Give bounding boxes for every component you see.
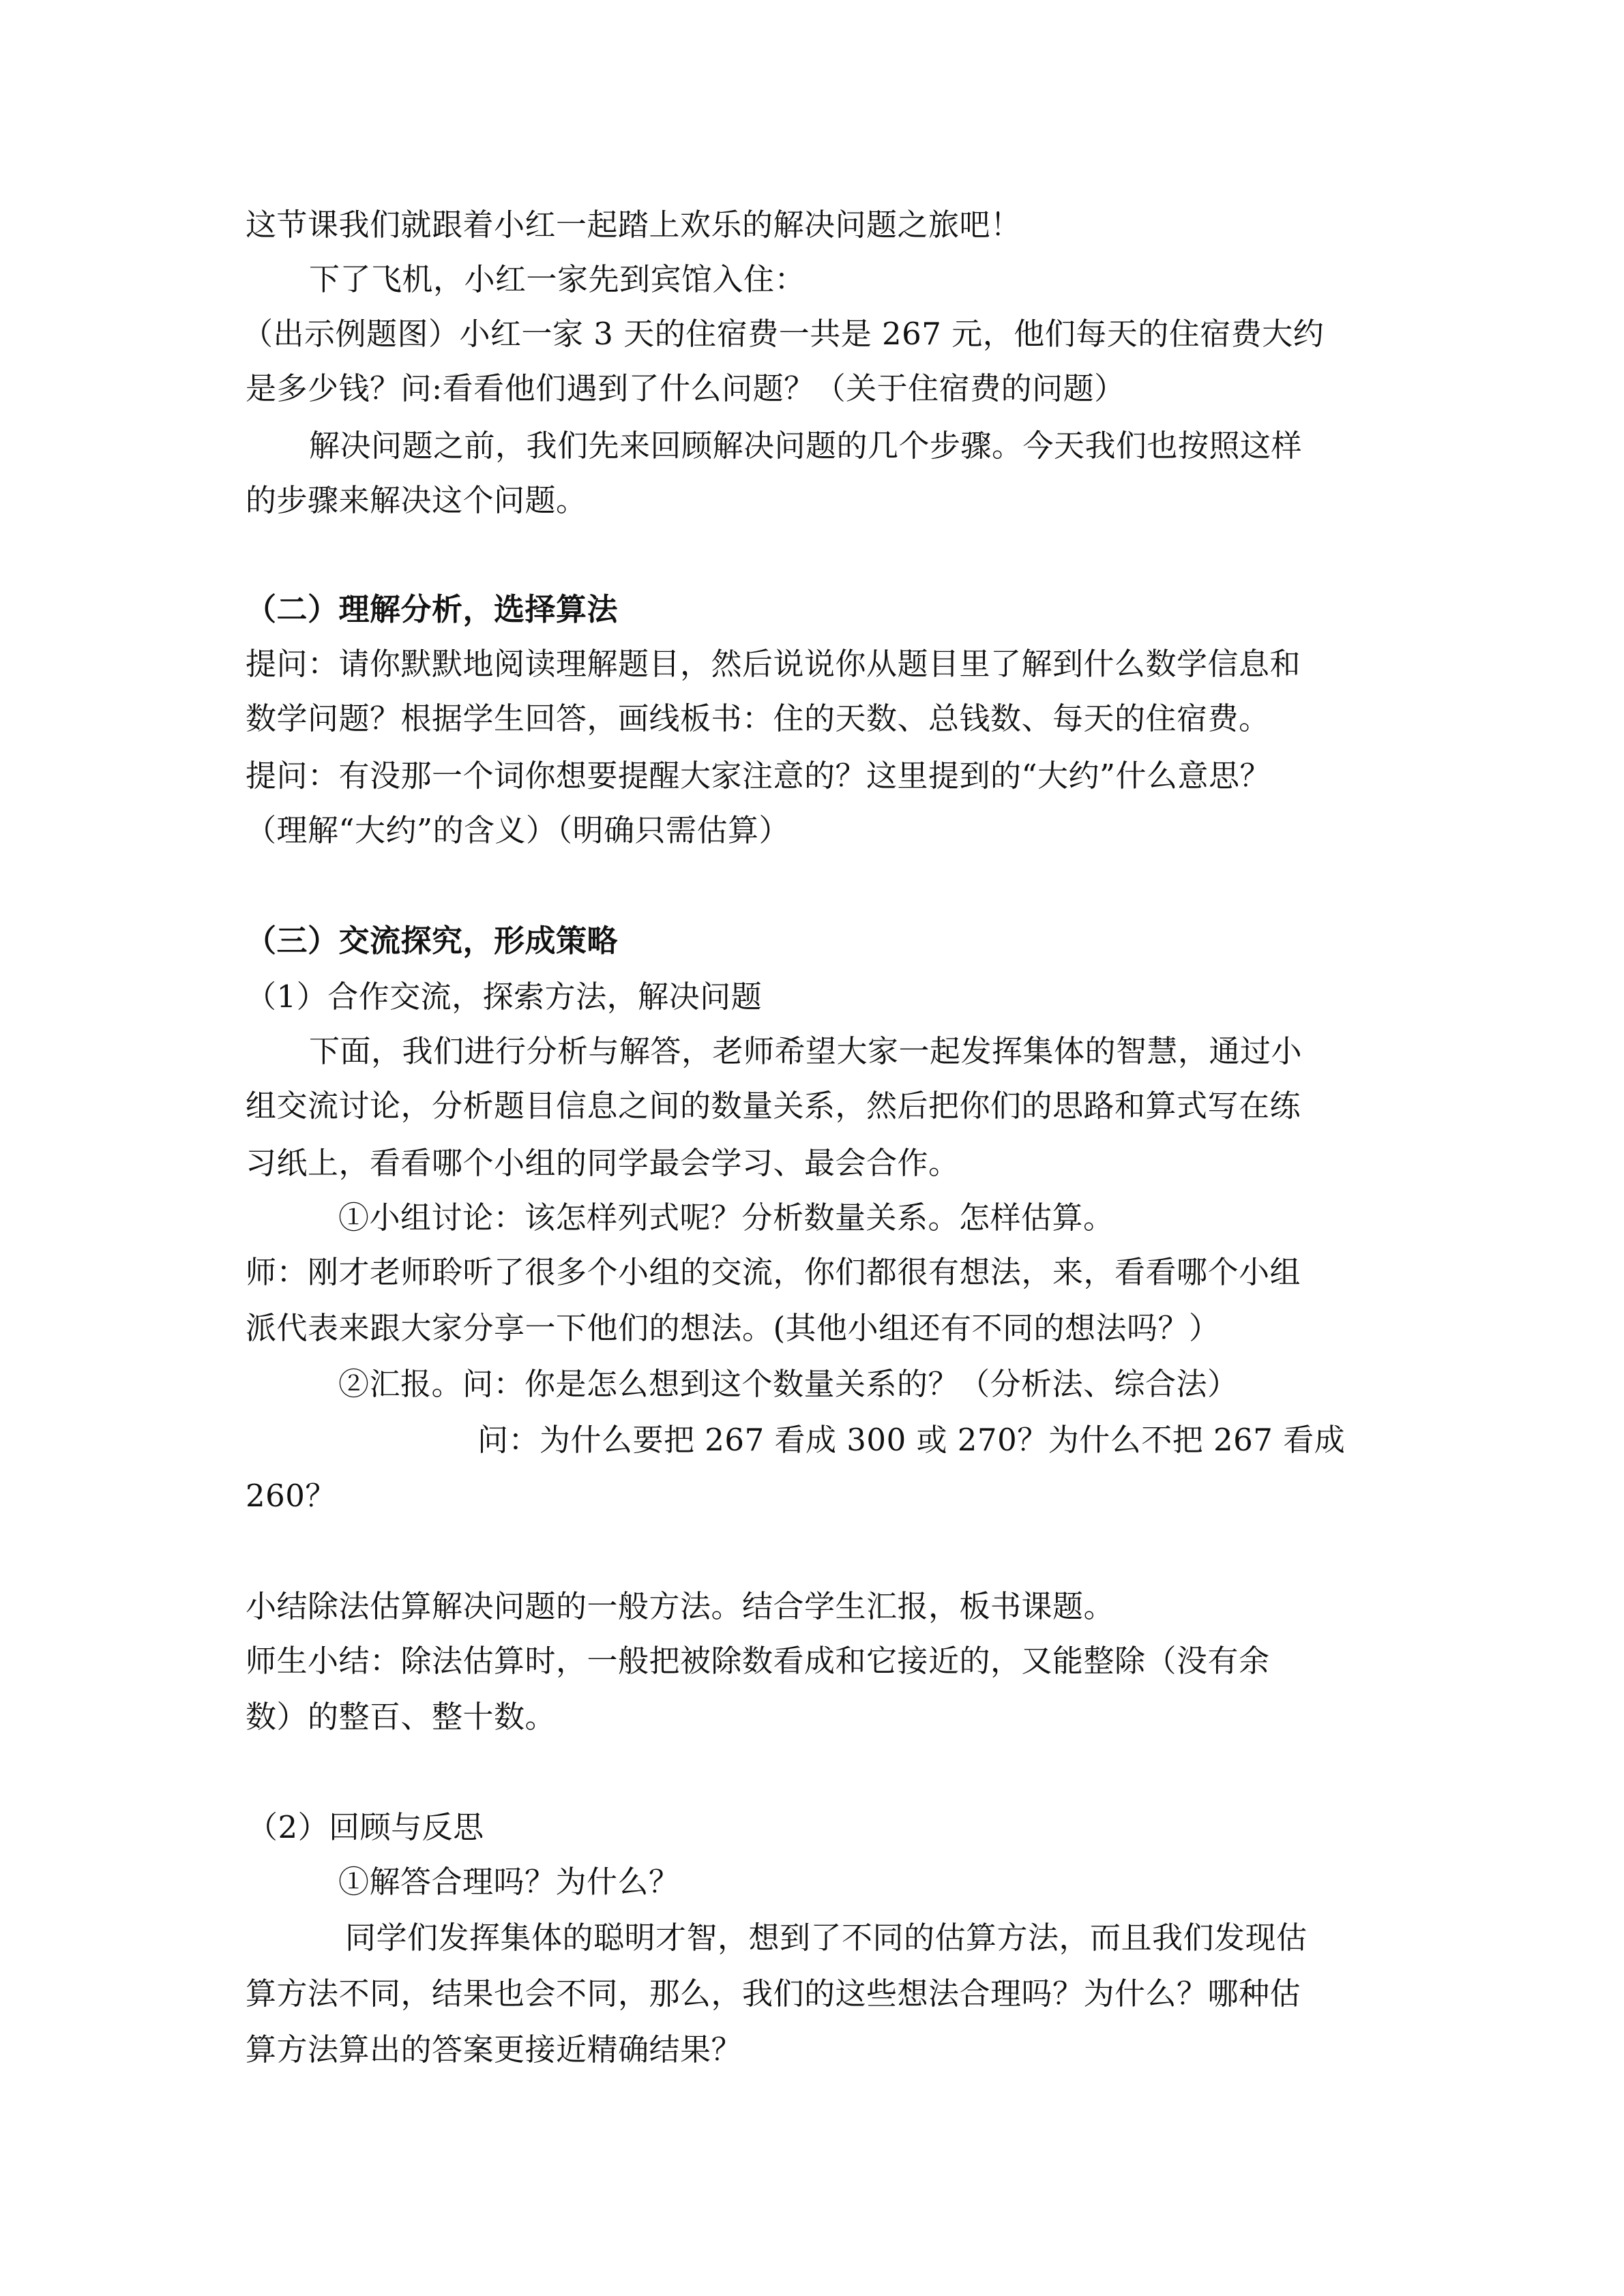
section-heading: （三）交流探究，形成策略 [246,923,619,959]
paragraph-line: 算方法不同，结果也会不同，那么，我们的这些想法合理吗？为什么？哪种估 [246,1976,1301,2012]
subsection-heading: （2）回顾与反思 [247,1809,484,1845]
paragraph-line: 同学们发挥集体的聪明才智，想到了不同的估算方法，而且我们发现估 [345,1920,1308,1956]
paragraph-line: 的步骤来解决这个问题。 [246,482,587,518]
section-heading: （二）理解分析，选择算法 [246,591,619,627]
paragraph-line: 算方法算出的答案更接近精确结果？ [246,2031,743,2068]
paragraph-line: 解决问题之前，我们先来回顾解决问题的几个步骤。今天我们也按照这样 [309,428,1303,464]
paragraph-line: 组交流讨论，分析题目信息之间的数量关系，然后把你们的思路和算式写在练 [246,1088,1301,1124]
paragraph-line: 下面，我们进行分析与解答，老师希望大家一起发挥集体的智慧，通过小 [309,1033,1303,1069]
paragraph-line: 数）的整百、整十数。 [246,1699,557,1735]
paragraph-line: （理解“大约”的含义）（明确只需估算） [246,812,791,848]
paragraph-line: 问：为什么要把 267 看成 300 或 270？为什么不把 267 看成 [477,1422,1346,1458]
paragraph-line: 习纸上，看看哪个小组的同学最会学习、最会合作。 [246,1145,960,1181]
paragraph-line: 下了飞机，小红一家先到宾馆入住： [309,261,806,297]
paragraph-line: 派代表来跟大家分享一下他们的想法。(其他小组还有不同的想法吗？） [246,1310,1220,1346]
subsection-heading: （1）合作交流，探索方法，解决问题 [246,979,763,1015]
paragraph-line: 师：刚才老师聆听了很多个小组的交流，你们都很有想法，来，看看哪个小组 [246,1254,1301,1290]
paragraph-line: 数学问题？根据学生回答，画线板书：住的天数、总钱数、每天的住宿费。 [246,700,1270,736]
paragraph-line: 是多少钱？问:看看他们遇到了什么问题？（关于住宿费的问题） [246,370,1125,406]
paragraph-line: 这节课我们就跟着小红一起踏上欢乐的解决问题之旅吧！ [246,207,1022,243]
paragraph-line: （出示例题图）小红一家 3 天的住宿费一共是 267 元，他们每天的住宿费大约 [242,316,1325,352]
paragraph-line: 提问：请你默默地阅读理解题目，然后说说你从题目里了解到什么数学信息和 [246,646,1301,682]
paragraph-line: 提问：有没那一个词你想要提醒大家注意的？这里提到的“大约”什么意思？ [246,758,1271,794]
paragraph-line: 师生小结：除法估算时，一般把被除数看成和它接近的，又能整除（没有余 [246,1643,1270,1679]
paragraph-line: 小结除法估算解决问题的一般方法。结合学生汇报，板书课题。 [246,1588,1115,1624]
paragraph-line: ①解答合理吗？为什么？ [338,1864,680,1900]
paragraph-line: ①小组讨论：该怎样列式呢？分析数量关系。怎样估算。 [338,1199,1114,1236]
paragraph-line: 260？ [246,1478,336,1514]
paragraph-line: ②汇报。问：你是怎么想到这个数量关系的？（分析法、综合法） [338,1366,1239,1402]
